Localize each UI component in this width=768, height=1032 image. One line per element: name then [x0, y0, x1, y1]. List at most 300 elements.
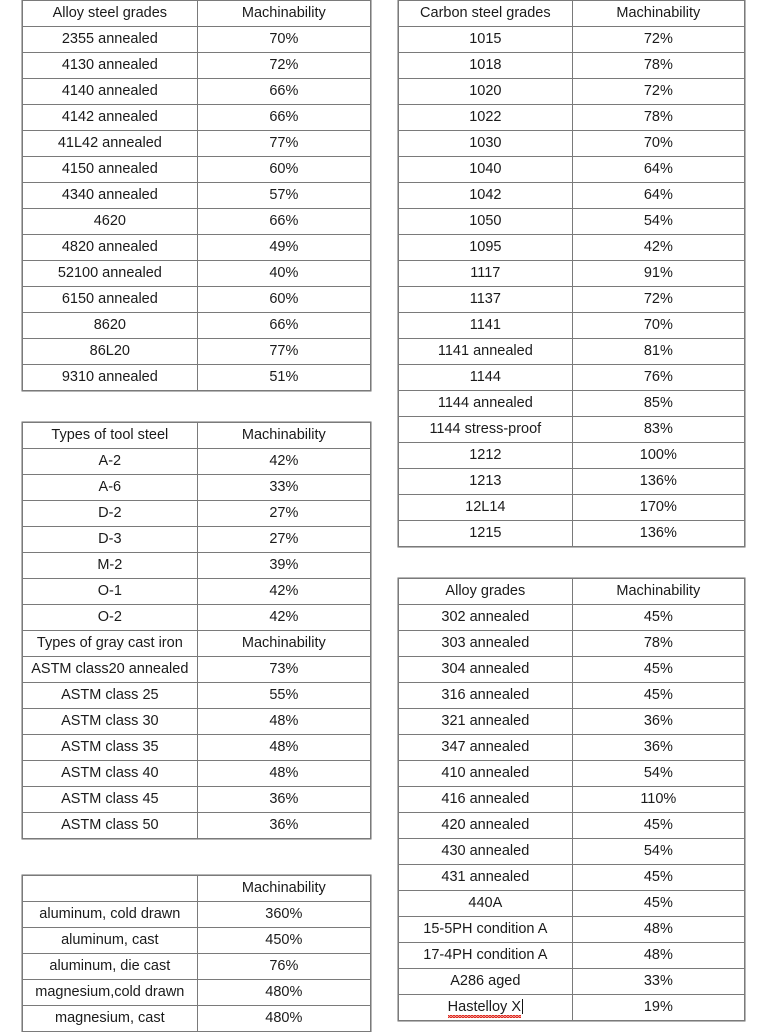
cell-material-name: [399, 839, 573, 865]
table-row: [23, 53, 371, 79]
cell-machinability-value: [572, 917, 744, 943]
cell-machinability-value: [572, 443, 744, 469]
table-row: [399, 761, 745, 787]
cell-text: 304 annealed: [441, 660, 530, 677]
cell-text: 36%: [269, 816, 299, 833]
cell-text: 480%: [265, 983, 303, 1000]
cell-material-name: [399, 339, 573, 365]
table-aluminum-magnesium: [22, 875, 371, 1032]
cell-text: 42%: [269, 608, 299, 625]
cell-text: 48%: [269, 738, 299, 755]
cell-text: 70%: [643, 134, 673, 151]
cell-machinability-value: [197, 339, 370, 365]
cell-text: 60%: [269, 160, 299, 177]
cell-machinability-value: [197, 527, 370, 553]
cell-material-name: [23, 287, 198, 313]
cell-text: 66%: [269, 82, 299, 99]
cell-text: 450%: [265, 931, 303, 948]
table-container-aluminum-magnesium: [22, 875, 371, 1032]
table-row: [23, 475, 371, 501]
cell-material-name: [399, 27, 573, 53]
table-row: [23, 105, 371, 131]
table-row: [399, 339, 745, 365]
cell-text: O-2: [97, 608, 122, 625]
cell-text: Carbon steel grades: [420, 4, 551, 21]
cell-text: 33%: [269, 478, 299, 495]
cell-machinability-value: [197, 657, 370, 683]
cell-text: 83%: [643, 420, 673, 437]
table-row: [399, 787, 745, 813]
cell-text: ASTM class 45: [61, 790, 159, 807]
cell-text: 4150 annealed: [61, 160, 158, 177]
cell-machinability-value: [572, 787, 744, 813]
cell-machinability-value: [197, 1006, 370, 1032]
cell-text: 45%: [643, 608, 673, 625]
cell-machinability-value: [572, 709, 744, 735]
cell-text: 66%: [269, 108, 299, 125]
table-row: [23, 365, 371, 391]
cell-machinability-value: [197, 709, 370, 735]
cell-material-name: [399, 53, 573, 79]
cell-text: ASTM class 30: [61, 712, 159, 729]
cell-text: 27%: [269, 504, 299, 521]
cell-text: 57%: [269, 186, 299, 203]
cell-machinability-value: [572, 365, 744, 391]
cell-material-name: [399, 943, 573, 969]
table-row: [23, 553, 371, 579]
cell-material-name: [23, 183, 198, 209]
cell-machinability-value: [572, 943, 744, 969]
cell-text: 1095: [469, 238, 502, 255]
cell-text: 76%: [269, 957, 299, 974]
cell-text: ASTM class 25: [61, 686, 159, 703]
cell-text: 416 annealed: [441, 790, 530, 807]
cell-text: 347 annealed: [441, 738, 530, 755]
cell-machinability-value: [572, 235, 744, 261]
cell-machinability-value: [197, 475, 370, 501]
cell-material-name: [399, 209, 573, 235]
cell-machinability-value: [572, 495, 744, 521]
cell-material-name: [399, 709, 573, 735]
cell-text: 12L14: [465, 498, 506, 515]
table-row: [23, 527, 371, 553]
cell-text: 33%: [643, 972, 673, 989]
cell-text: 51%: [269, 368, 299, 385]
table-row: [399, 917, 745, 943]
cell-text: 42%: [269, 582, 299, 599]
table-row: [399, 943, 745, 969]
right-column: [398, 0, 745, 1021]
cell-material-name: [23, 209, 198, 235]
table-row: [399, 969, 745, 995]
cell-machinability-value: [572, 761, 744, 787]
cell-material-name: [23, 605, 198, 631]
cell-text: 77%: [269, 342, 299, 359]
cell-machinability-value: [572, 521, 744, 547]
cell-text: A-2: [98, 452, 122, 469]
cell-material-name: [399, 365, 573, 391]
cell-material-name: [23, 980, 198, 1006]
cell-text: 45%: [643, 660, 673, 677]
cell-text: 302 annealed: [441, 608, 530, 625]
cell-material-name: [23, 579, 198, 605]
cell-text: 1030: [469, 134, 502, 151]
column-header-machinability: [197, 1, 370, 27]
cell-material-name: [23, 105, 198, 131]
table-row: [399, 709, 745, 735]
cell-material-name: [399, 417, 573, 443]
cell-material-name: [399, 735, 573, 761]
cell-material-name: [23, 902, 198, 928]
cell-text: 64%: [643, 160, 673, 177]
cell-text: 1144: [469, 368, 501, 385]
cell-text: ASTM class 35: [61, 738, 159, 755]
cell-machinability-value: [197, 579, 370, 605]
cell-material-name: [399, 631, 573, 657]
cell-material-name: [399, 657, 573, 683]
cell-material-name: [399, 235, 573, 261]
cell-text: 431 annealed: [441, 868, 530, 885]
cell-text: 1144 annealed: [437, 394, 533, 411]
cell-text: D-2: [98, 504, 122, 521]
cell-text: 1213: [469, 472, 502, 489]
cell-text: M-2: [97, 556, 123, 573]
column-header-name: [23, 1, 198, 27]
cell-machinability-value: [197, 183, 370, 209]
subheader-cell-machinability: [197, 631, 370, 657]
table-row: [399, 735, 745, 761]
cell-text: 77%: [269, 134, 299, 151]
table-row: [399, 995, 745, 1021]
table-row: [399, 391, 745, 417]
cell-material-name: [399, 157, 573, 183]
table-row: [399, 131, 745, 157]
table-container-tool-steel-and-gray-cast-iron: [22, 422, 371, 839]
cell-text: 321 annealed: [441, 712, 530, 729]
table-row: [399, 105, 745, 131]
text-caret: [522, 999, 523, 1014]
cell-material-name: [399, 313, 573, 339]
cell-text: ASTM class20 annealed: [31, 660, 189, 677]
cell-text: Machinability: [616, 582, 701, 599]
table-row: [399, 657, 745, 683]
table-row: [23, 235, 371, 261]
cell-text: 4140 annealed: [61, 82, 158, 99]
table-gap: [398, 547, 745, 578]
cell-text: 85%: [643, 394, 673, 411]
cell-material-name: [399, 969, 573, 995]
cell-material-name: [399, 683, 573, 709]
cell-text: 91%: [643, 264, 673, 281]
cell-material-name: [23, 235, 198, 261]
left-column: [22, 0, 371, 1032]
cell-text: 72%: [643, 30, 673, 47]
cell-machinability-value: [197, 553, 370, 579]
cell-machinability-value: [572, 339, 744, 365]
cell-material-name: [399, 995, 573, 1021]
cell-text: 66%: [269, 212, 299, 229]
cell-text: 1141 annealed: [437, 342, 533, 359]
table-row: [399, 157, 745, 183]
cell-machinability-value: [572, 105, 744, 131]
table-row: [399, 209, 745, 235]
cell-material-name: [23, 709, 198, 735]
cell-material-name: [23, 683, 198, 709]
cell-material-name: [23, 928, 198, 954]
cell-text: 54%: [643, 842, 673, 859]
cell-machinability-value: [572, 683, 744, 709]
cell-text: 4820 annealed: [61, 238, 158, 255]
table-header-row: [23, 423, 371, 449]
cell-machinability-value: [572, 27, 744, 53]
cell-text: Hastelloy X: [447, 998, 521, 1015]
cell-machinability-value: [197, 287, 370, 313]
cell-text: 4340 annealed: [61, 186, 158, 203]
table-row: [23, 27, 371, 53]
cell-material-name: [23, 79, 198, 105]
table-row: [23, 735, 371, 761]
table-alloy-grades: [398, 578, 745, 1021]
table-row: [23, 902, 371, 928]
cell-text: 136%: [639, 472, 677, 489]
cell-text: 70%: [643, 316, 673, 333]
table-row: [399, 813, 745, 839]
cell-text: 48%: [643, 946, 673, 963]
cell-material-name: [23, 813, 198, 839]
cell-text: 430 annealed: [441, 842, 530, 859]
table-row: [399, 469, 745, 495]
column-header-machinability: [197, 423, 370, 449]
cell-text: 136%: [639, 524, 677, 541]
table-row: [399, 183, 745, 209]
cell-text: 4142 annealed: [61, 108, 158, 125]
table-row: [399, 365, 745, 391]
table-row: [23, 1006, 371, 1032]
cell-text: 1020: [469, 82, 502, 99]
table-row: [23, 928, 371, 954]
cell-material-name: [399, 495, 573, 521]
cell-machinability-value: [197, 787, 370, 813]
cell-text: 1141: [469, 316, 501, 333]
cell-material-name: [23, 735, 198, 761]
cell-text: 81%: [643, 342, 673, 359]
cell-text: 1015: [469, 30, 502, 47]
table-alloy-steel-grades: [22, 0, 371, 391]
cell-material-name: [23, 339, 198, 365]
table-header-row: [23, 876, 371, 902]
cell-text: 36%: [643, 738, 673, 755]
cell-machinability-value: [572, 157, 744, 183]
table-row: [399, 313, 745, 339]
cell-machinability-value: [197, 131, 370, 157]
cell-text: 17-4PH condition A: [423, 946, 548, 963]
table-row: [23, 157, 371, 183]
cell-machinability-value: [572, 131, 744, 157]
table-row: [23, 287, 371, 313]
cell-text: 54%: [643, 764, 673, 781]
cell-material-name: [399, 443, 573, 469]
cell-text: 15-5PH condition A: [423, 920, 548, 937]
cell-material-name: [399, 131, 573, 157]
cell-text: magnesium, cast: [55, 1009, 165, 1026]
table-row: [23, 501, 371, 527]
table-row: [23, 709, 371, 735]
cell-text: Machinability: [616, 4, 701, 21]
table-row: [399, 683, 745, 709]
cell-text: A286 aged: [450, 972, 521, 989]
cell-text: 410 annealed: [441, 764, 530, 781]
cell-text: 420 annealed: [441, 816, 530, 833]
column-header-machinability: [197, 876, 370, 902]
table-row: [399, 235, 745, 261]
cell-text: D-3: [98, 530, 122, 547]
cell-text: 41L42 annealed: [57, 134, 162, 151]
cell-material-name: [399, 865, 573, 891]
table-row: [399, 631, 745, 657]
table-row: [399, 495, 745, 521]
cell-text: A-6: [98, 478, 122, 495]
cell-material-name: [399, 787, 573, 813]
subheader-cell-name: [23, 631, 198, 657]
cell-text: 19%: [643, 998, 673, 1015]
cell-text: magnesium,cold drawn: [35, 983, 185, 1000]
cell-text: 100%: [639, 446, 677, 463]
cell-text: Machinability: [241, 4, 326, 21]
cell-machinability-value: [197, 365, 370, 391]
table-subheader-row: [23, 631, 371, 657]
cell-machinability-value: [197, 980, 370, 1006]
cell-text: 78%: [643, 634, 673, 651]
cell-material-name: [23, 954, 198, 980]
cell-machinability-value: [197, 27, 370, 53]
cell-text: 48%: [269, 764, 299, 781]
table-header-row: [23, 1, 371, 27]
cell-machinability-value: [197, 928, 370, 954]
cell-text: 1042: [469, 186, 502, 203]
cell-text: 480%: [265, 1009, 303, 1026]
cell-machinability-value: [572, 469, 744, 495]
cell-material-name: [23, 553, 198, 579]
table-row: [23, 313, 371, 339]
column-header-name: [399, 1, 573, 27]
column-header-name: [23, 876, 198, 902]
cell-material-name: [23, 761, 198, 787]
cell-material-name: [23, 475, 198, 501]
cell-machinability-value: [572, 79, 744, 105]
table-row: [23, 183, 371, 209]
table-row: [399, 417, 745, 443]
cell-text: Alloy grades: [445, 582, 526, 599]
table-row: [23, 683, 371, 709]
cell-text: ASTM class 40: [61, 764, 159, 781]
cell-text: O-1: [97, 582, 122, 599]
table-row: [23, 980, 371, 1006]
cell-machinability-value: [197, 605, 370, 631]
table-row: [399, 839, 745, 865]
table-row: [23, 209, 371, 235]
table-row: [399, 79, 745, 105]
cell-machinability-value: [572, 735, 744, 761]
cell-material-name: [399, 261, 573, 287]
table-row: [399, 521, 745, 547]
cell-machinability-value: [572, 657, 744, 683]
table-row: [23, 605, 371, 631]
cell-text: 72%: [269, 56, 299, 73]
cell-machinability-value: [572, 391, 744, 417]
table-row: [23, 787, 371, 813]
cell-machinability-value: [197, 209, 370, 235]
cell-text: 78%: [643, 56, 673, 73]
cell-machinability-value: [572, 605, 744, 631]
table-container-alloy-grades: [398, 578, 745, 1021]
cell-material-name: [399, 287, 573, 313]
column-header-machinability: [572, 1, 744, 27]
table-row: [23, 954, 371, 980]
cell-material-name: [23, 261, 198, 287]
cell-text: 1040: [469, 160, 502, 177]
cell-text: 54%: [643, 212, 673, 229]
table-row: [399, 287, 745, 313]
cell-machinability-value: [197, 79, 370, 105]
cell-material-name: [399, 105, 573, 131]
cell-text: 42%: [269, 452, 299, 469]
cell-machinability-value: [197, 235, 370, 261]
cell-machinability-value: [197, 449, 370, 475]
cell-material-name: [23, 1006, 198, 1032]
cell-text: 440A: [468, 894, 503, 911]
table-row: [399, 27, 745, 53]
table-row: [399, 865, 745, 891]
cell-text: 110%: [640, 790, 677, 807]
cell-material-name: [23, 449, 198, 475]
table-container-carbon-steel-grades: [398, 0, 745, 547]
cell-text: 1050: [469, 212, 502, 229]
table-header-row: [399, 1, 745, 27]
cell-machinability-value: [572, 417, 744, 443]
cell-machinability-value: [197, 683, 370, 709]
table-gap: [22, 391, 371, 422]
cell-text: 36%: [643, 712, 673, 729]
cell-machinability-value: [197, 735, 370, 761]
cell-machinability-value: [572, 209, 744, 235]
cell-machinability-value: [572, 261, 744, 287]
table-row: [23, 79, 371, 105]
cell-machinability-value: [197, 501, 370, 527]
cell-material-name: [399, 813, 573, 839]
table-row: [23, 579, 371, 605]
cell-text: Alloy steel grades: [52, 4, 168, 21]
column-header-name: [23, 423, 198, 449]
table-container-alloy-steel-grades: [22, 0, 371, 391]
cell-text: Machinability: [241, 879, 326, 896]
table-row: [23, 657, 371, 683]
cell-text: 42%: [643, 238, 673, 255]
cell-text: 36%: [269, 790, 299, 807]
table-row: [23, 761, 371, 787]
table-row: [399, 605, 745, 631]
cell-text: 170%: [639, 498, 677, 515]
cell-text: 8620: [93, 316, 126, 333]
cell-text: 60%: [269, 290, 299, 307]
cell-text: aluminum, die cast: [49, 957, 171, 974]
cell-text: 55%: [269, 686, 299, 703]
cell-text: 9310 annealed: [61, 368, 158, 385]
cell-material-name: [23, 53, 198, 79]
table-row: [23, 131, 371, 157]
cell-text: aluminum, cold drawn: [39, 905, 181, 922]
cell-machinability-value: [197, 261, 370, 287]
cell-material-name: [23, 657, 198, 683]
